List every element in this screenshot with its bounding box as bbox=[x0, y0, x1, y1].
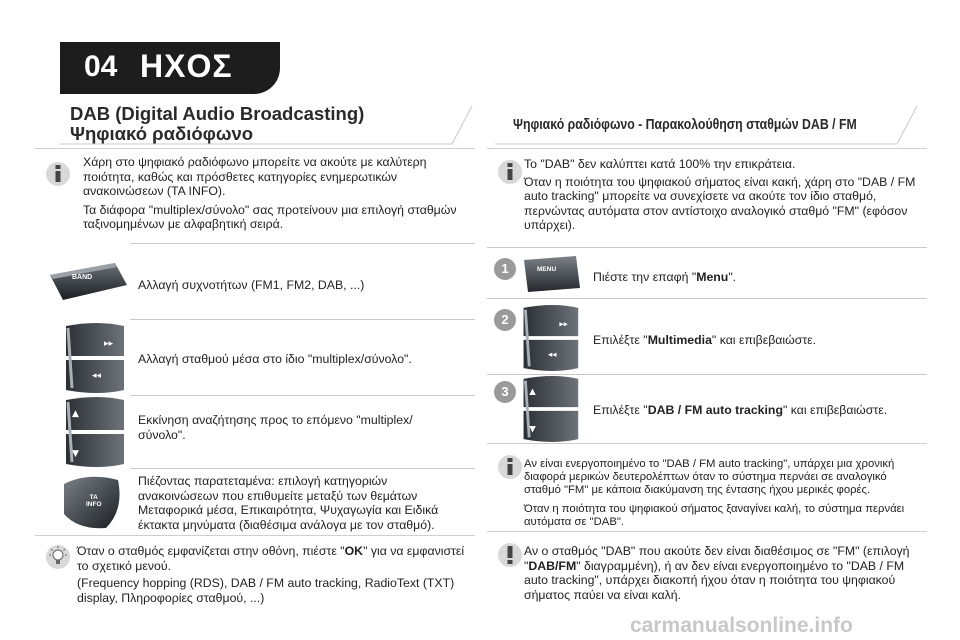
info-icon bbox=[497, 159, 523, 185]
ta-info-label bbox=[86, 494, 102, 508]
step-2-badge: 2 bbox=[494, 309, 516, 331]
warning-icon bbox=[497, 542, 523, 568]
right-info-p1: Το "DAB" δεν καλύπτει κατά 100% την επικράτεια. bbox=[524, 157, 796, 171]
info-icon bbox=[45, 161, 71, 187]
menu-label: MENU bbox=[537, 266, 557, 273]
left-tip-p1 bbox=[77, 544, 467, 573]
left-tip-a: Όταν ο σταθμός εμφανίζεται στην οθόνη, πιέστε " bbox=[77, 544, 345, 558]
menu-button-image bbox=[520, 254, 582, 294]
up-down-buttons-image bbox=[516, 375, 582, 443]
chapter-number: 04 bbox=[84, 50, 118, 83]
right-warning-text bbox=[524, 544, 916, 602]
step-1-text bbox=[593, 270, 923, 285]
separator bbox=[487, 247, 927, 248]
warn-b: DAB/FM bbox=[528, 558, 577, 573]
up-down-buttons-image bbox=[58, 396, 128, 468]
step-3-a: Επιλέξτε " bbox=[593, 403, 648, 417]
left-row2-text: Αλλαγή σταθμού μέσα στο ίδιο "multiplex/σύνολο". bbox=[138, 352, 412, 366]
left-info-text bbox=[83, 155, 468, 232]
svg-text:▼: ▼ bbox=[72, 449, 79, 459]
step-3-text bbox=[593, 403, 923, 418]
step-2-c: " και επιβεβαιώστε. bbox=[711, 333, 817, 347]
right-section-title: Ψηφιακό ραδιόφωνο - Παρακολούθηση σταθμών DAB / FM bbox=[513, 116, 857, 133]
info-icon bbox=[497, 454, 523, 480]
right-info-box-2 bbox=[487, 443, 927, 532]
warn-a: Αν ο σταθμός "DAB" που ακούτε δεν είναι διαθέσιμος σε "FM" (επιλογή " bbox=[524, 544, 910, 573]
right-info-p2: Όταν η ποιότητα του ψηφιακού σήματος είναι κακή, χάρη στο "DAB / FM auto tracking" μπορείτε να συνεχίσετε να ακούτε τον ίδιο σταθμό, περνώντας αυτόματα στον αντίστοιχο αναλογικό σταθμό "FM" (εφόσον υπάρχει). bbox=[524, 174, 916, 232]
right-info-box bbox=[487, 148, 927, 244]
ta-label-line1: TA bbox=[89, 494, 98, 501]
step-1-a: Πιέστε την επαφή " bbox=[593, 270, 697, 284]
separator bbox=[130, 319, 475, 320]
ta-label-line2: INFO bbox=[86, 501, 102, 508]
step-1-b: Menu bbox=[696, 270, 729, 284]
svg-text:▸▸: ▸▸ bbox=[559, 318, 568, 329]
separator bbox=[487, 298, 927, 299]
step-2-text bbox=[593, 333, 923, 348]
left-info-box bbox=[35, 148, 475, 244]
separator bbox=[130, 468, 475, 469]
step-3-b: DAB / FM auto tracking bbox=[647, 403, 783, 417]
svg-text:▲: ▲ bbox=[529, 385, 536, 396]
svg-text:▲: ▲ bbox=[72, 409, 79, 419]
left-row1-text: Αλλαγή συχνοτήτων (FM1, FM2, DAB, ...) bbox=[138, 278, 365, 292]
svg-text:▸▸: ▸▸ bbox=[104, 339, 114, 349]
seek-buttons-image bbox=[516, 302, 582, 374]
right-warning-box bbox=[487, 531, 927, 606]
svg-text:◂◂: ◂◂ bbox=[92, 371, 102, 381]
left-tip-ok: OK bbox=[344, 544, 364, 558]
left-row4-text: Πιέζοντας παρατεταμένα: επιλογή κατηγοριών ανακοινώσεων που επιθυμείτε μεταξύ των θεμάτων Μεταφορικά μέσα, Επικαιρότητα, Ψυχαγωγία και Ειδικά έκτακτα μηνύματα (διαθέσιμα ανάλογα με τον σταθμό). bbox=[138, 474, 439, 532]
left-title-underline bbox=[60, 100, 480, 150]
step-1-badge: 1 bbox=[494, 258, 516, 280]
separator bbox=[130, 243, 475, 244]
left-info-p2: Τα διάφορα "multiplex/σύνολο" σας προτείνουν μια επιλογή σταθμών ταξινομημένων με αλφαβητική σειρά. bbox=[83, 202, 457, 231]
step-2-b: Multimedia bbox=[647, 333, 712, 347]
lightbulb-icon bbox=[45, 544, 71, 570]
step-3-badge: 3 bbox=[494, 381, 516, 403]
left-title-line1: DAB (Digital Audio Broadcasting) bbox=[70, 103, 365, 124]
right-title-underline bbox=[495, 100, 935, 150]
step-2-a: Επιλέξτε " bbox=[593, 333, 648, 347]
left-row3-text: Εκκίνηση αναζήτησης προς το επόμενο "multiplex/ σύνολο". bbox=[138, 413, 413, 442]
left-tip-b: " για να εμφανιστεί το σχετικό μενού. bbox=[77, 544, 465, 573]
separator bbox=[130, 395, 475, 396]
chapter-title: ΗΧΟΣ bbox=[140, 48, 233, 84]
left-info-p1: Χάρη στο ψηφιακό ραδιόφωνο μπορείτε να ακούτε με καλύτερη ποιότητα, καθώς και πρόσθετες κατηγορίες ενημερωτικών ανακοινώσεων (TA INFO). bbox=[83, 155, 427, 198]
chapter-header bbox=[60, 42, 280, 94]
seek-buttons-image bbox=[58, 322, 128, 394]
footer-watermark: carmanualsonline.info bbox=[630, 614, 853, 637]
band-label: BAND bbox=[72, 274, 93, 281]
left-tip-p2: (Frequency hopping (RDS), DAB / FM auto tracking, RadioText (TXT) display, Πληροφορίες σταθμού, ...) bbox=[77, 576, 455, 605]
right-info-text bbox=[524, 157, 916, 233]
left-tip-text bbox=[77, 544, 467, 605]
right-info2-p1: Αν είναι ενεργοποιημένο το "DAB / FM auto tracking", υπάρχει μια χρονική διαφορά μερικών δευτερολέπτων όταν το σύστημα περνάει σε αναλογικό σταθμό "FM" με κάποια διακύμανση της έντασης ήχου μερικές φορές. bbox=[524, 458, 895, 497]
band-button-image bbox=[45, 255, 130, 310]
svg-text:◂◂: ◂◂ bbox=[548, 348, 557, 359]
left-tip-box bbox=[35, 535, 475, 606]
warn-c: " διαγραμμένη), ή αν δεν είναι ενεργοποιημένο το "DAB / FM auto tracking", υπάρχει διακοπή ήχου όταν η ποιότητα του ψηφιακού σήματος παύει να είναι καλή. bbox=[524, 558, 905, 602]
step-3-c: " και επιβεβαιώστε. bbox=[782, 403, 888, 417]
right-info2-p2: Όταν η ποιότητα του ψηφιακού σήματος ξαναγίνει καλή, το σύστημα περνάει αυτόματα σε "DAB". bbox=[524, 502, 905, 528]
left-title-line2: Ψηφιακό ραδιόφωνο bbox=[70, 123, 254, 144]
step-1-c: ". bbox=[728, 270, 737, 284]
right-info2-text bbox=[524, 458, 920, 529]
svg-text:▼: ▼ bbox=[529, 423, 536, 434]
